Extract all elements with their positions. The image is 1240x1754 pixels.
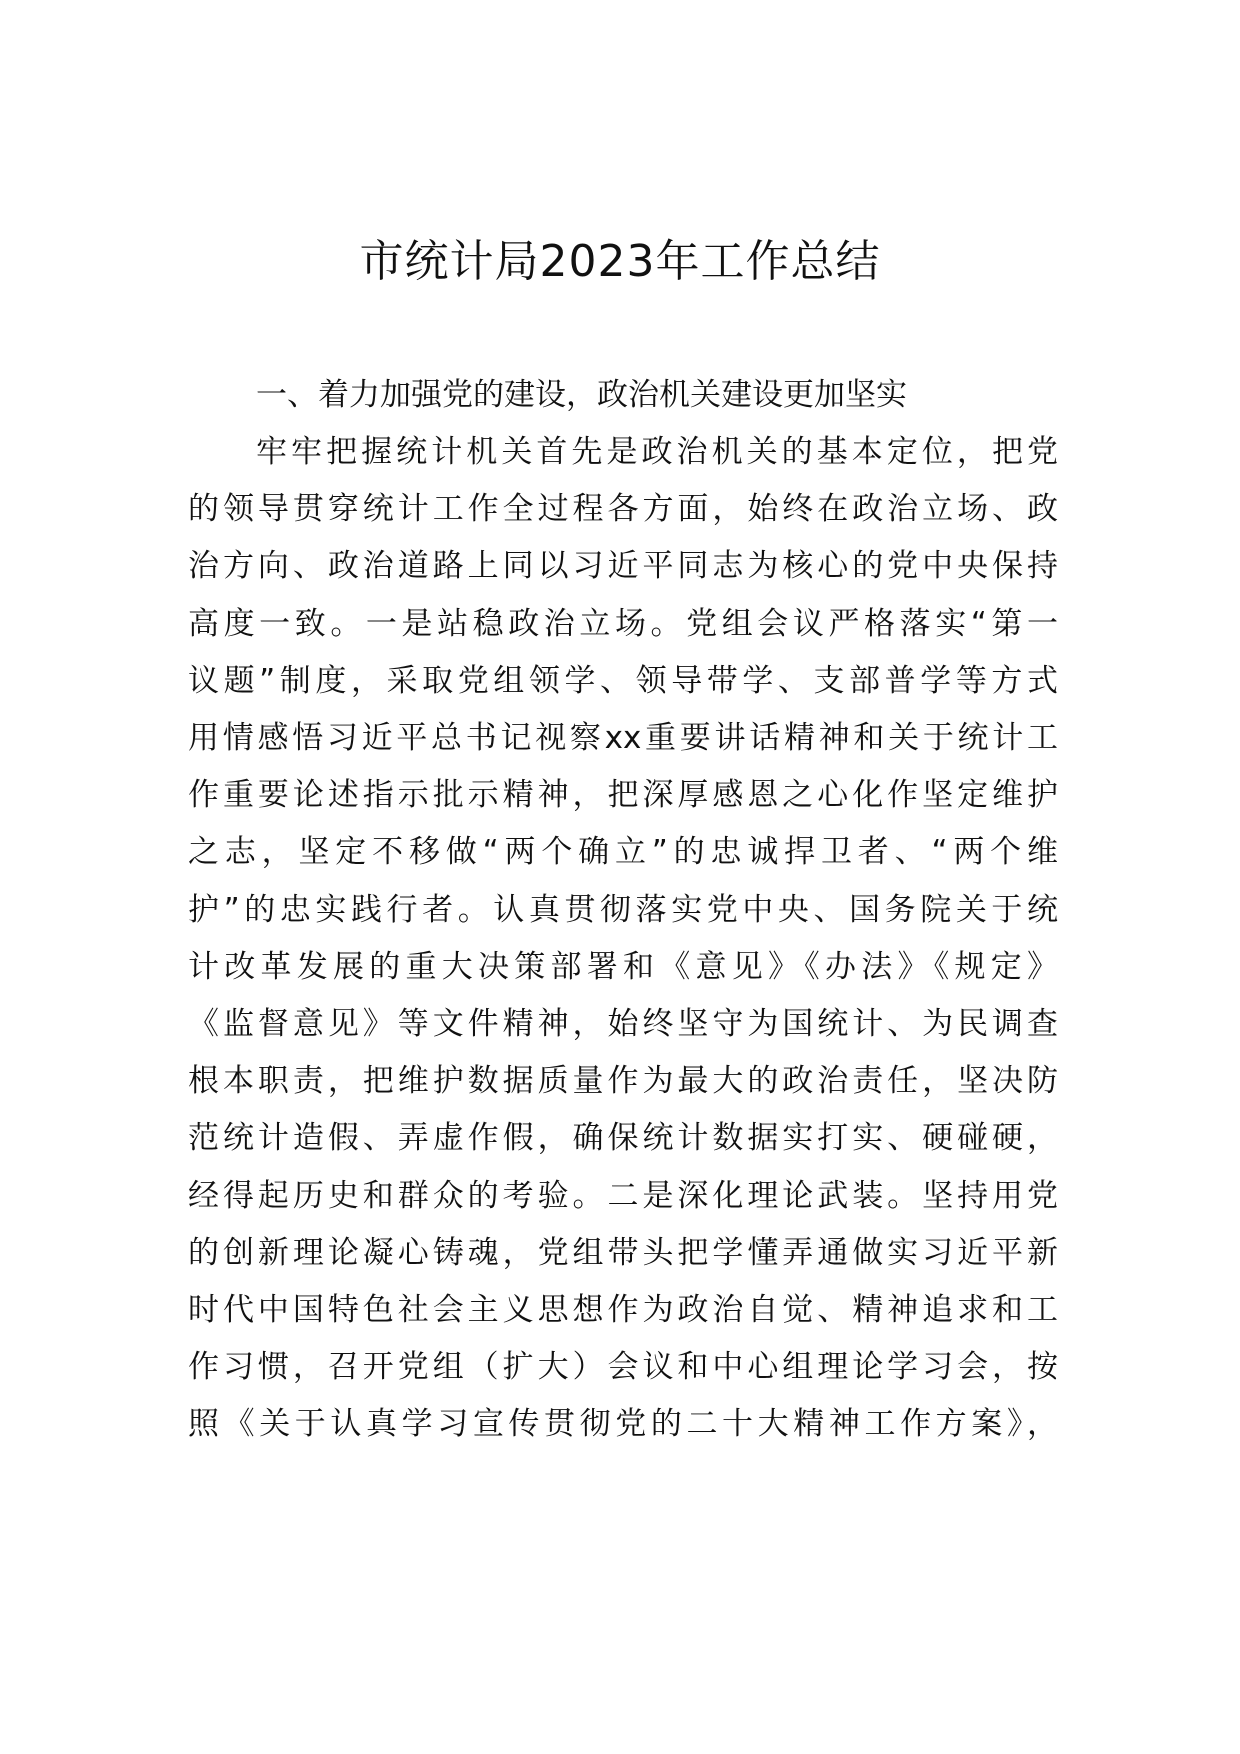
paragraph-line: 《监督意见》等文件精神，始终坚守为国统计、为民调查	[188, 1006, 1058, 1042]
paragraph-line: 作习惯，召开党组（扩大）会议和中心组理论学习会，按	[188, 1349, 1058, 1386]
paragraph-line: 范统计造假、弄虚作假，确保统计数据实打实、硬碰硬，	[188, 1120, 1058, 1157]
paragraph-line: 治方向、政治道路上同以习近平同志为核心的党中央保持	[188, 548, 1058, 585]
paragraph-line: 根本职责，把维护数据质量作为最大的政治责任，坚决防	[188, 1063, 1058, 1100]
section-heading: 一、着力加强党的建设，政治机关建设更加坚实	[256, 377, 907, 413]
paragraph-line: 时代中国特色社会主义思想作为政治自觉、精神追求和工	[188, 1292, 1058, 1328]
paragraph-line: 议题”制度，采取党组领学、领导带学、支部普学等方式	[188, 662, 1058, 699]
paragraph-line: 用情感悟习近平总书记视察xx重要讲话精神和关于统计工	[188, 720, 1058, 756]
document-title: 市统计局2023年工作总结	[359, 236, 881, 287]
paragraph-line: 牢牢把握统计机关首先是政治机关的基本定位，把党	[256, 434, 1058, 470]
paragraph-line: 的创新理论凝心铸魂，党组带头把学懂弄通做实习近平新	[188, 1234, 1058, 1271]
paragraph-line: 经得起历史和群众的考验。二是深化理论武装。坚持用党	[188, 1177, 1058, 1214]
paragraph-line: 作重要论述指示批示精神，把深厚感恩之心化作坚定维护	[188, 777, 1058, 814]
paragraph-line: 的领导贯穿统计工作全过程各方面，始终在政治立场、政	[188, 491, 1058, 528]
paragraph-line: 护”的忠实践行者。认真贯彻落实党中央、国务院关于统	[188, 891, 1058, 928]
paragraph-line: 之志，坚定不移做“两个确立”的忠诚捍卫者、“两个维	[188, 834, 1058, 871]
paragraph-line: 计改革发展的重大决策部署和《意见》《办法》《规定》	[188, 948, 1058, 985]
paragraph-line: 照《关于认真学习宣传贯彻党的二十大精神工作方案》，	[188, 1406, 1058, 1443]
paragraph-line: 高度一致。一是站稳政治立场。党组会议严格落实“第一	[188, 605, 1058, 642]
